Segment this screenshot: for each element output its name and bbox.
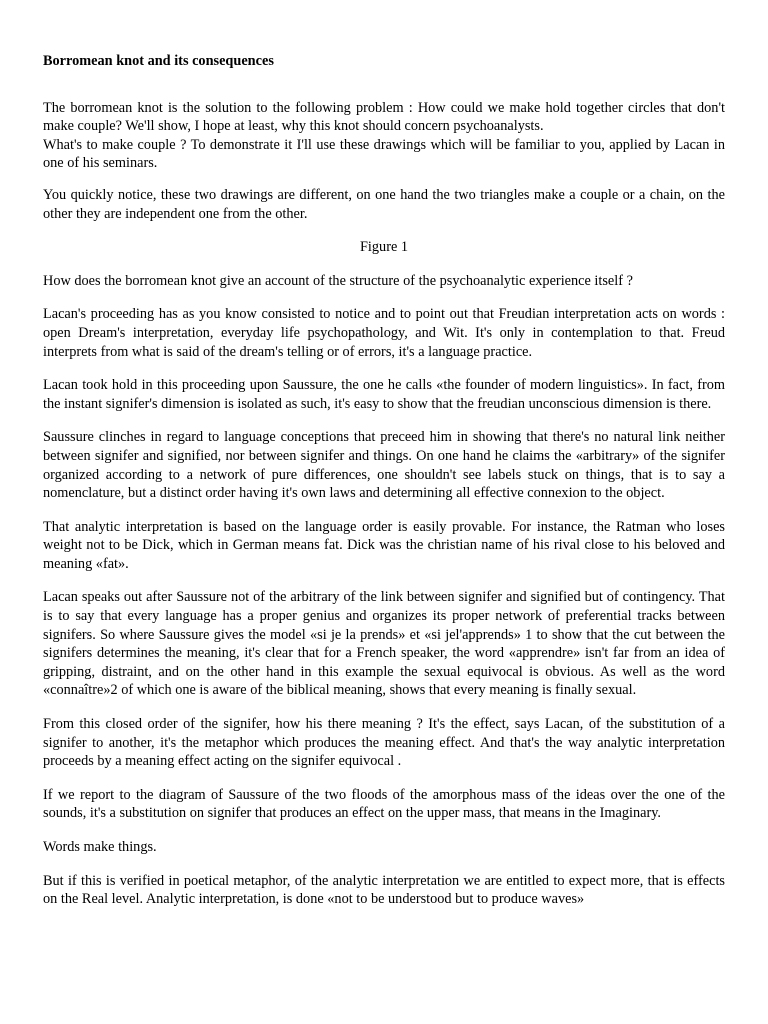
paragraph-6: Saussure clinches in regard to language conceptions that preceed him in showing that there's no natural link neither between signifer and signified, nor between signifer and things. On one hand he claims the «arbitrary» of the signifer organized according to a network of pure differences, one shouldn't see labels stuck on things, that is to say a nomenclature, but a distinct order having it's own laws and determining all effective connexion to the object. bbox=[43, 429, 725, 502]
document-title: Borromean knot and its consequences bbox=[43, 53, 274, 69]
paragraph-8: Lacan speaks out after Saussure not of the arbitrary of the link between signifer and signified but of contingency. That is to say that every language has a proper genius and organizes its proper network of preferential tracks between signifers. So where Saussure gives the model «si je la prends» et «si jel'apprends» 1 to show that the cut between the signifers determines the meaning, it's clear that for a French speaker, the word «apprendre» isn't far from an idea of gripping, distraint, and on the other hand in this example the sexual equivocal is obvious. As well as the word «connaître»2 of which one is aware of the biblical meaning, shows that every meaning is finally sexual. bbox=[43, 589, 725, 699]
paragraph-3: How does the borromean knot give an account of the structure of the psychoanalytic experience itself ? bbox=[43, 272, 633, 289]
paragraph-10: If we report to the diagram of Saussure of the two floods of the amorphous mass of the ideas over the one of the sounds, it's a substitution on signifer that produces an effect on the upper mass, that means in the Imaginary. bbox=[43, 786, 725, 822]
paragraph-11: Words make things. bbox=[43, 839, 157, 855]
figure-caption: Figure 1 bbox=[359, 239, 409, 256]
paragraph-1b: What's to make couple ? To demonstrate it I'll use these drawings which will be familiar to you, applied by Lacan in one of his seminars. bbox=[43, 136, 725, 172]
document-page bbox=[43, 52, 725, 909]
paragraph-7: That analytic interpretation is based on the language order is easily provable. For instance, the Ratman who loses weight not to be Dick, which in German means fat. Dick was the christian name of his rival close to his beloved and meaning «fat». bbox=[43, 518, 725, 572]
paragraph-4: Lacan's proceeding has as you know consisted to notice and to point out that Freudian interpretation acts on words : open Dream's interpretation, everyday life psychopathology, and Wit. It's only in contemplation to that. Freud interprets from what is said of the dream's telling or of errors, it's a language practice. bbox=[43, 306, 725, 360]
paragraph-5: Lacan took hold in this proceeding upon Saussure, the one he calls «the founder of modern linguistics». In fact, from the instant signifer's dimension is isolated as such, it's easy to show that the freudian unconscious dimension is there. bbox=[43, 377, 725, 412]
paragraph-2: You quickly notice, these two drawings are different, on one hand the two triangles make a couple or a chain, on the other they are independent one from the other. bbox=[43, 186, 725, 222]
paragraph-12: But if this is verified in poetical metaphor, of the analytic interpretation we are entitled to expect more, that is effects on the Real level. Analytic interpretation, is done «not to be understood but to produce waves» bbox=[43, 872, 725, 908]
paragraph-1a: The borromean knot is the solution to the following problem : How could we make hold together circles that don't make couple? We'll show, I hope at least, why this knot should concern psychoanalysts. bbox=[43, 99, 725, 135]
paragraph-9: From this closed order of the signifer, how his there meaning ? It's the effect, says Lacan, of the substitution of a signifer to another, it's the metaphor which produces the meaning effect. And that's the way analytic interpretation proceeds by a meaning effect acting on the signifer equivocal . bbox=[43, 716, 725, 770]
